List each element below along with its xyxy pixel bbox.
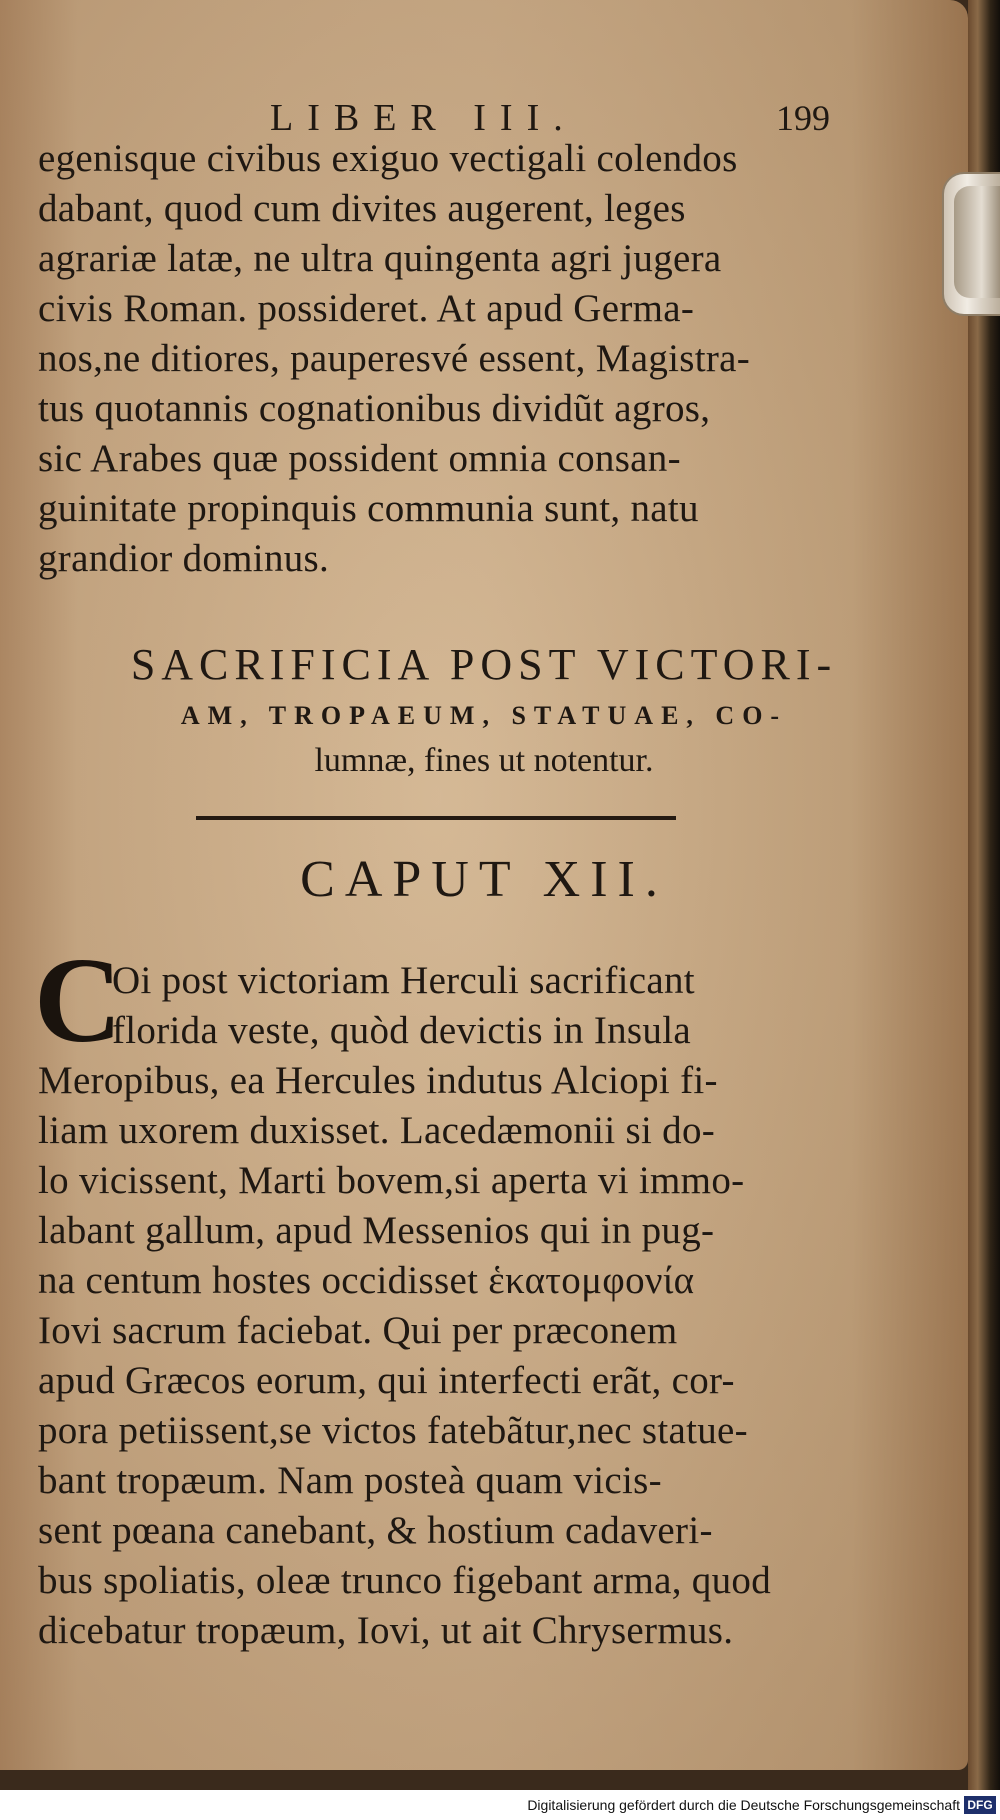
text-line: lo vicissent, Marti bovem,si aperta vi immo- xyxy=(38,1159,745,1202)
divider-rule xyxy=(196,816,676,820)
page-number: 199 xyxy=(776,98,830,138)
text-line: guinitate propinquis communia sunt, natu xyxy=(38,487,699,530)
heading-line: SACRIFICIA POST VICTORI- xyxy=(130,640,838,689)
section-heading xyxy=(0,636,968,784)
running-title: LIBER III. xyxy=(270,97,577,139)
heading-line: lumnæ, fines ut notentur. xyxy=(314,742,654,779)
footer-credit: Digitalisierung gefördert durch die Deutsche Forschungsgemeinschaft xyxy=(527,1797,960,1813)
text-line: bus spoliatis, oleæ trunco figebant arma, quod xyxy=(38,1559,771,1602)
text-line: na centum hostes occidisset ἑκατομφονία xyxy=(38,1259,695,1302)
footer-bar xyxy=(0,1790,1000,1820)
text-line: sic Arabes quæ possident omnia consan- xyxy=(38,437,681,480)
text-line: sent pœana canebant, & hostium cadaveri- xyxy=(38,1509,713,1552)
text-line: tus quotannis cognationibus dividũt agros, xyxy=(38,387,711,430)
text-line: liam uxorem duxisset. Lacedæmonii si do- xyxy=(38,1109,716,1152)
text-line: Iovi sacrum faciebat. Qui per præconem xyxy=(38,1309,678,1352)
clasp-inner xyxy=(954,186,1000,298)
text-line: florida veste, quòd devictis in Insula xyxy=(112,1009,691,1052)
text-line: pora petiissent,se victos fatebãtur,nec statue- xyxy=(38,1409,748,1452)
text-line: civis Roman. possideret. At apud Germa- xyxy=(38,287,695,330)
text-line: egenisque civibus exiguo vectigali colendos xyxy=(38,137,738,180)
text-line: bant tropæum. Nam posteà quam vicis- xyxy=(38,1459,662,1502)
chapter-title: CAPUT XII. xyxy=(300,851,668,908)
text-line: apud Græcos eorum, qui interfecti erãt, cor- xyxy=(38,1359,735,1402)
text-line: agrariæ latæ, ne ultra quingenta agri jugera xyxy=(38,237,722,280)
text-line: Oi post victoriam Herculi sacrificant xyxy=(112,959,695,1002)
drop-cap: C xyxy=(34,933,123,1068)
text-line: grandior dominus. xyxy=(38,537,330,580)
text-line: labant gallum, apud Messenios qui in pug- xyxy=(38,1209,715,1252)
text-line: Meropibus, ea Hercules indutus Alciopi fi- xyxy=(38,1059,718,1102)
dfg-logo: DFG xyxy=(964,1796,996,1814)
text-line: dicebatur tropæum, Iovi, ut ait Chrysermus. xyxy=(38,1609,734,1652)
text-line: nos,ne ditiores, pauperesvé essent, Magistra- xyxy=(38,337,751,380)
text-line: dabant, quod cum divites augerent, leges xyxy=(38,187,686,230)
heading-line: AM, TROPAEUM, STATUAE, CO- xyxy=(180,701,788,730)
